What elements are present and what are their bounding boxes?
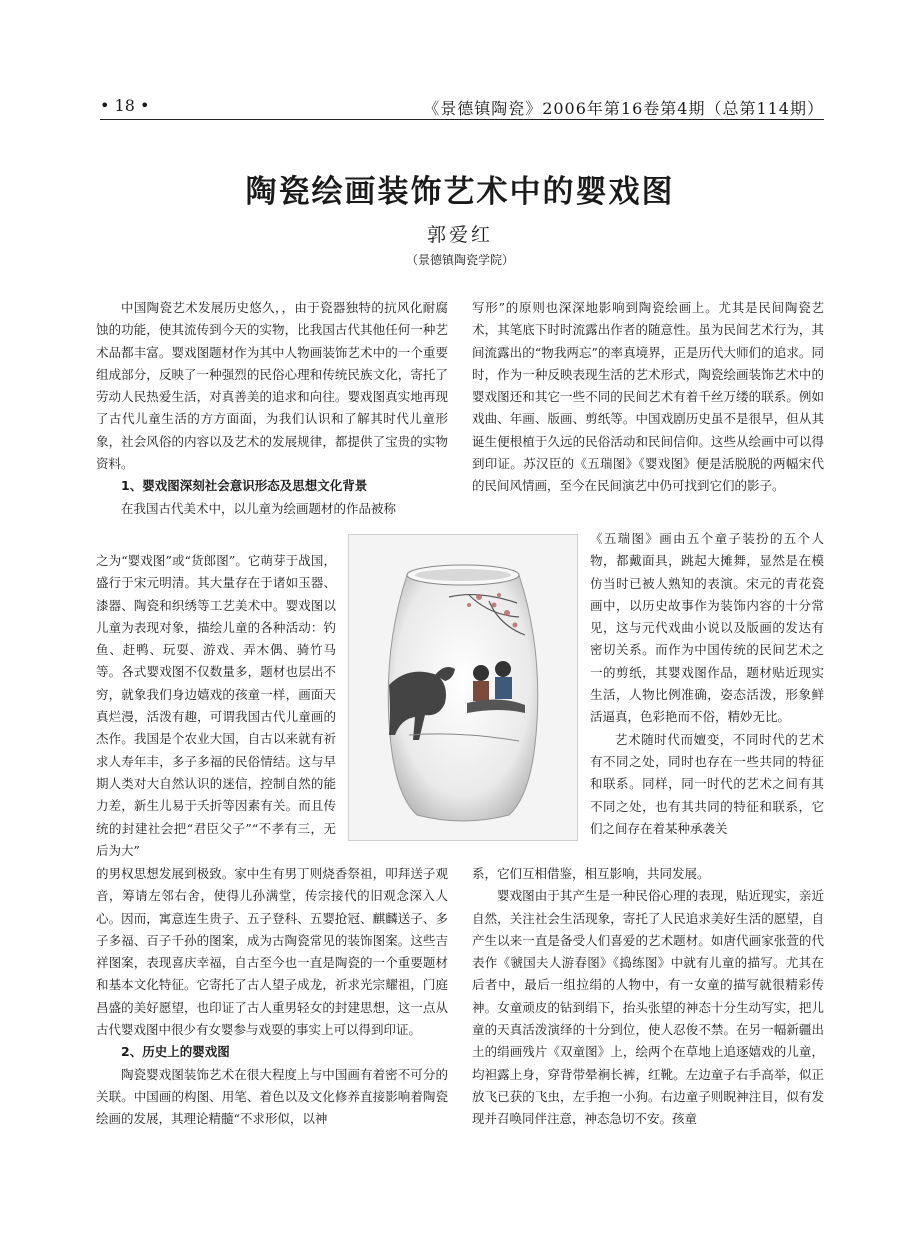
article-author: 郭爱红 [426, 224, 493, 246]
paragraph: 之为“婴戏图”或“货郎图”。它萌芽于战国，盛行于宋元明清。其大量存在于诸如玉器、漆器、陶瓷和织绣等工艺美术中。婴戏图以儿童为表现对象，描绘儿童的各种活动：钓鱼、赶鸭、玩耍、游戏、弄木偶、骑竹马等。各式婴戏图不仅数量多，题材也层出不穷，就象我们身边嬉戏的孩童一样，画面天真烂漫，活泼有趣，可谓我国古代儿童画的杰作。我国是个农业大国，自古以来就有祈求人寿年丰，多子多福的民俗情结。这与早期人类对大自然认识的迷信，控制自然的能力差，新生儿易于夭折等因素有关。而且传统的封建社会把“君臣父子”“不孝有三，无后为大” [96, 553, 336, 858]
left-column-top [96, 297, 448, 520]
paragraph: 写形”的原则也深深地影响到陶瓷绘画上。尤其是民间陶瓷艺术，其笔底下时时流露出作者的随意性。虽为民间艺术行为，其间流露出的“物我两忘”的率真境界，正是历代大师们的追求。同时，作为一种反映表现生活的艺术形式，陶瓷绘画装饰艺术中的婴戏图还和其它一些不同的民间艺术有着千丝万缕的联系。例如戏曲、年画、版画、剪纸等。中国戏剧历史虽不是很早，但从其诞生便根植于久远的民俗活动和民间信仰。这些从绘画中可以得到印证。苏汉臣的《五瑞图》《婴戏图》便是活脱脱的两幅宋代的民间风情画，至今在民间演艺中仍可找到它们的影子。 [472, 300, 824, 494]
left-column-bottom [96, 863, 448, 1131]
section-heading-2: 2、历史上的婴戏图 [121, 1044, 230, 1060]
section-heading-1: 1、婴戏图深刻社会意识形态及思想文化背景 [121, 478, 368, 494]
right-column-wrap [590, 528, 824, 840]
paragraph: 艺术随时代而嬗变，不同时代的艺术有不同之处，同时也存在一些共同的特征和联系。同样，同一时代的艺术之间有其不同之处，也有其共同的特征和联系，它们之间存在着某种承袭关 [590, 731, 824, 836]
vase-figure [348, 534, 578, 841]
article-affiliation: （景德镇陶瓷学院） [405, 253, 514, 267]
paragraph: 婴戏图由于其产生是一种民俗心理的表现，贴近现实，亲近自然，关注社会生活现象，寄托了人民追求美好生活的愿望，自产生以来一直是备受人们喜爱的艺术题材。如唐代画家张萱的代表作《虢国夫人游春图》《捣练图》中就有儿童的描写。尤其在后者中，最后一组拉绢的人物中，有一女童的描写就很精彩传神。女童顽皮的钻到绢下，抬头张望的神态十分生动写实，把儿童的天真活泼演绎的十分到位，使人忍俊不禁。在另一幅新疆出土的绢画残片《双童图》上，绘两个在草地上追逐嬉戏的儿童，均袒露上身，穿背带晕裥长裤，红靴。左边童子右手高举，似正放飞已获的飞虫，左手抱一小狗。右边童子则睨神注目，似有发现并召唤同伴注意，神态急切不安。孩童 [472, 888, 824, 1127]
paragraph: 的男权思想发展到极致。家中生有男丁则烧香祭祖，叩拜送子观音，筹请左邻右舍，使得儿孙满堂，传宗接代的旧观念深入人心。因而，寓意连生贵子、五子登科、五婴抢冠、麒麟送子、多子多福、百子千孙的图案，成为古陶瓷常见的装饰图案。这些吉祥图案，表现喜庆幸福，自古至今也一直是陶瓷的一个重要题材和基本文化特征。它寄托了古人望子成龙，祈求光宗耀祖，门庭昌盛的美好愿望，也印证了古人重男轻女的封建思想，这一点从古代婴戏图中很少有女婴参与戏耍的事实上可以得到印证。 [96, 866, 448, 1038]
header-rule [100, 119, 824, 120]
journal-header: 《景德镇陶瓷》2006年第16卷第4期（总第114期） [423, 99, 824, 118]
porcelain-vase-illustration [349, 535, 577, 840]
paragraph: 陶瓷婴戏图装饰艺术在很大程度上与中国画有着密不可分的关联。中国画的构图、用笔、着色以及文化修养直接影响着陶瓷绘画的发展，其理论精髓“不求形似，以神 [96, 1066, 448, 1127]
article-title: 陶瓷绘画装饰艺术中的婴戏图 [245, 174, 675, 210]
paragraph: 《五瑞图》画由五个童子装扮的五个人物，都戴面具，跳起大摊舞，显然是在模仿当时已被人熟知的表演。宋元的青花瓷画中，以历史故事作为装饰内容的十分常见，这与元代戏曲小说以及版画的发达有密切关系。而作为中国传统的民间艺术之一的剪纸，其婴戏图作品，题材贴近现实生活，人物比例准确，姿态活泼，形象鲜活逼真，色彩艳而不俗，精妙无比。 [590, 531, 824, 725]
paragraph: 中国陶瓷艺术发展历史悠久，，由于瓷器独特的抗风化耐腐蚀的功能，使其流传到今天的实物，比我国古代其他任何一种艺术品都丰富。婴戏图题材作为其中人物画装饰艺术中的一个重要组成部分，反映了一种强烈的民俗心理和传统民族文化，寄托了劳动人民热爱生活，对真善美的追求和向往。婴戏图真实地再现了古代儿童生活的方方面面，为我们认识和了解其时代儿童形象，社会风俗的内容以及艺术的发展规律，都提供了宝贵的实物资料。 [96, 300, 448, 472]
right-column-bottom [472, 863, 824, 1131]
page-number: • 18 • [100, 96, 150, 115]
right-column-top [472, 297, 824, 498]
paragraph: 在我国古代美术中，以儿童为绘画题材的作品被称 [121, 500, 397, 516]
paragraph: 系，它们互相借鉴，相互影响，共同发展。 [472, 866, 710, 881]
left-column-wrap [96, 550, 336, 862]
